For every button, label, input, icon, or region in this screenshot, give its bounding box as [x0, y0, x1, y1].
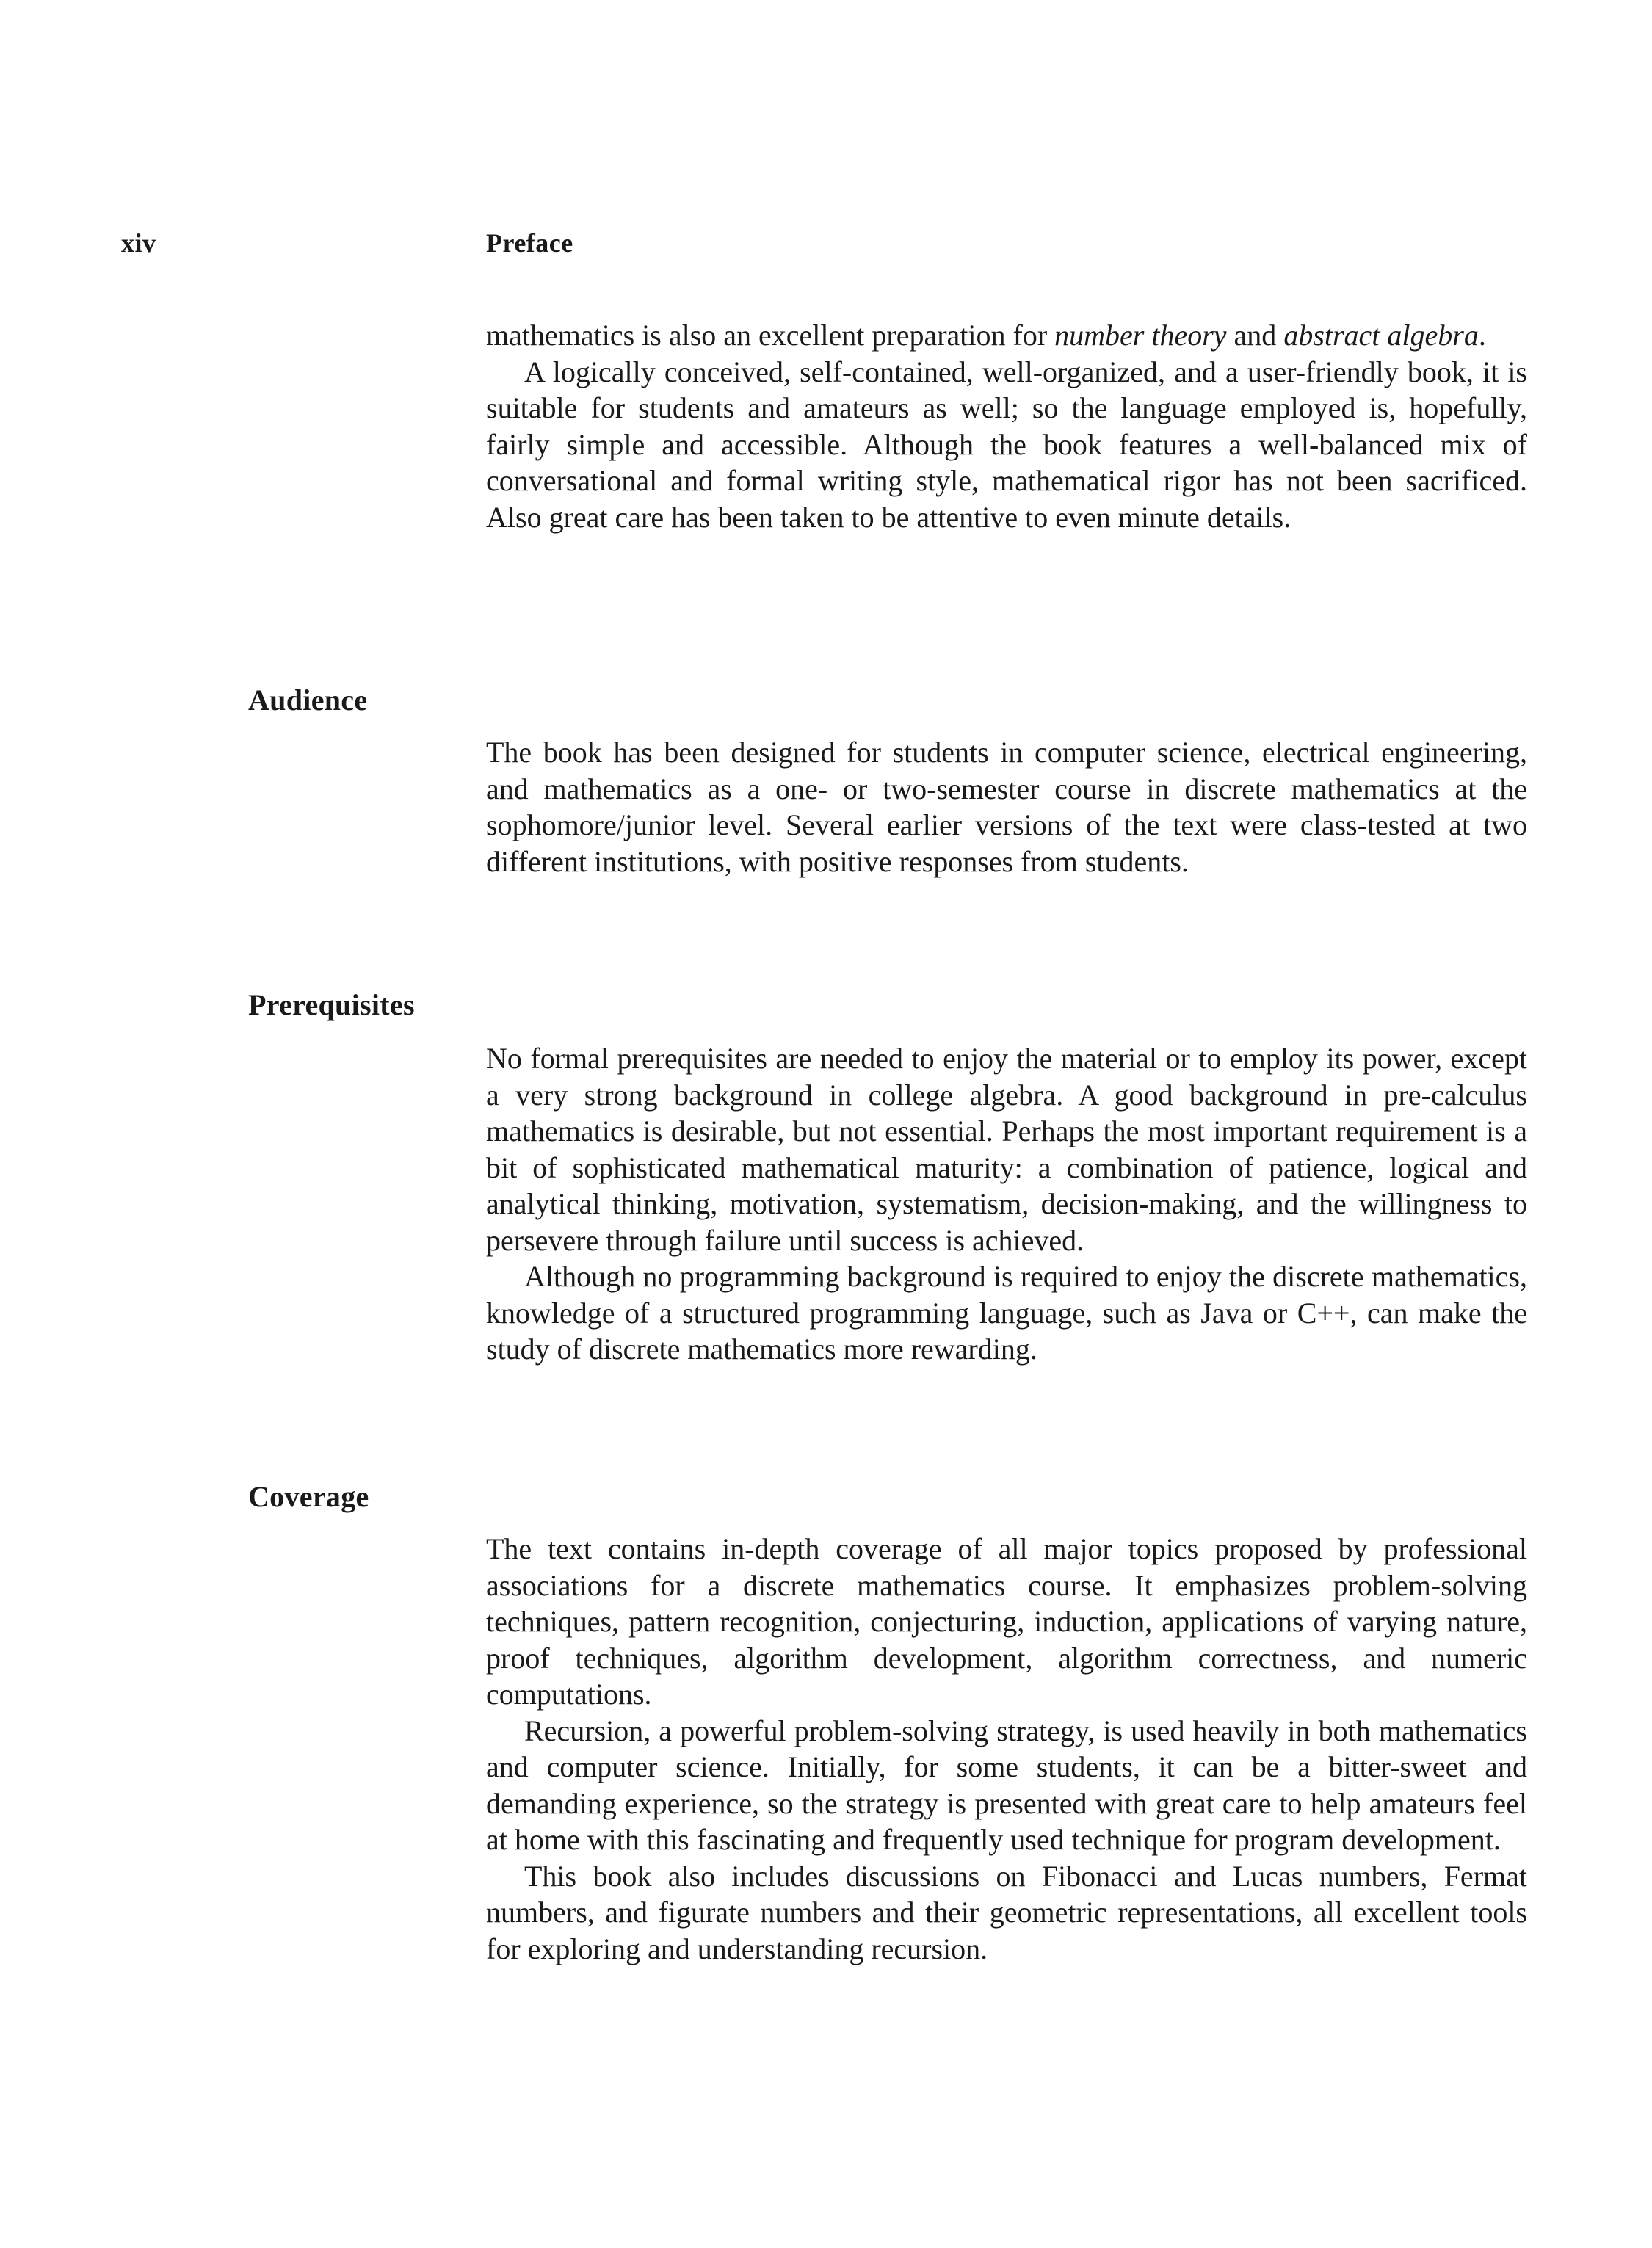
- intro-emphasis-number-theory: number theory: [1054, 319, 1227, 352]
- section-heading-audience: Audience: [248, 684, 368, 717]
- intro-paragraph: [486, 317, 1527, 354]
- intro-block: [486, 317, 1527, 535]
- intro-paragraph: A logically conceived, self-contained, well-organized, and a user-friendly book, it is suitable for students and amateurs as well; so the language employed is, hopefully, fairly simple and accessible. Although the book features a well-balanced mix of conversational and formal writing style, mathematical rigor has not been sacrificed. Also great care has been taken to be attentive to even minute details.: [486, 355, 1527, 534]
- intro-text: .: [1478, 319, 1486, 352]
- intro-emphasis-abstract-algebra: abstract algebra: [1283, 319, 1479, 352]
- section-heading-prerequisites: Prerequisites: [248, 988, 415, 1021]
- page-number: xiv: [121, 228, 156, 258]
- audience-paragraph: The book has been designed for students in computer science, electrical engineering, and mathematics as a one- or two-semester course in discrete mathematics at the sophomore/junior level. Several earlier versions of the text were class-tested at two different institutions, with positive responses from students.: [486, 736, 1527, 878]
- coverage-block: [486, 1531, 1527, 1967]
- intro-text: and: [1226, 319, 1284, 352]
- section-heading-coverage: Coverage: [248, 1480, 369, 1513]
- prerequisites-block: [486, 1040, 1527, 1368]
- intro-text: mathematics is also an excellent preparation for: [486, 319, 1055, 352]
- audience-block: [486, 734, 1527, 880]
- prerequisites-paragraph: No formal prerequisites are needed to enjoy the material or to employ its power, except a very strong background in college algebra. A good background in pre-calculus mathematics is desirable, but not essential. Perhaps the most important requirement is a bit of sophisticated mathematical maturity: a combination of patience, logical and analytical thinking, motivation, systematism, decision-making, and the willingness to persevere through failure until success is achieved.: [486, 1042, 1527, 1257]
- coverage-paragraph: Recursion, a powerful problem-solving strategy, is used heavily in both mathematics and computer science. Initially, for some students, it can be a bitter-sweet and demanding experience, so the strategy is presented with great care to help amateurs feel at home with this fascinating and frequently used technique for program development.: [486, 1714, 1527, 1856]
- prerequisites-paragraph: Although no programming background is required to enjoy the discrete mathematics, knowledge of a structured programming language, such as Java or C++, can make the study of discrete mathematics more rewarding.: [486, 1260, 1527, 1366]
- running-title: Preface: [486, 228, 573, 258]
- coverage-paragraph: This book also includes discussions on Fibonacci and Lucas numbers, Fermat numbers, and figurate numbers and their geometric representations, all excellent tools for exploring and understanding recursion.: [486, 1859, 1527, 1965]
- coverage-paragraph: The text contains in-depth coverage of all major topics proposed by professional associations for a discrete mathematics course. It emphasizes problem-solving techniques, pattern recognition, conjecturing, induction, applications of varying nature, proof techniques, algorithm development, algorithm correctness, and numeric computations.: [486, 1532, 1527, 1711]
